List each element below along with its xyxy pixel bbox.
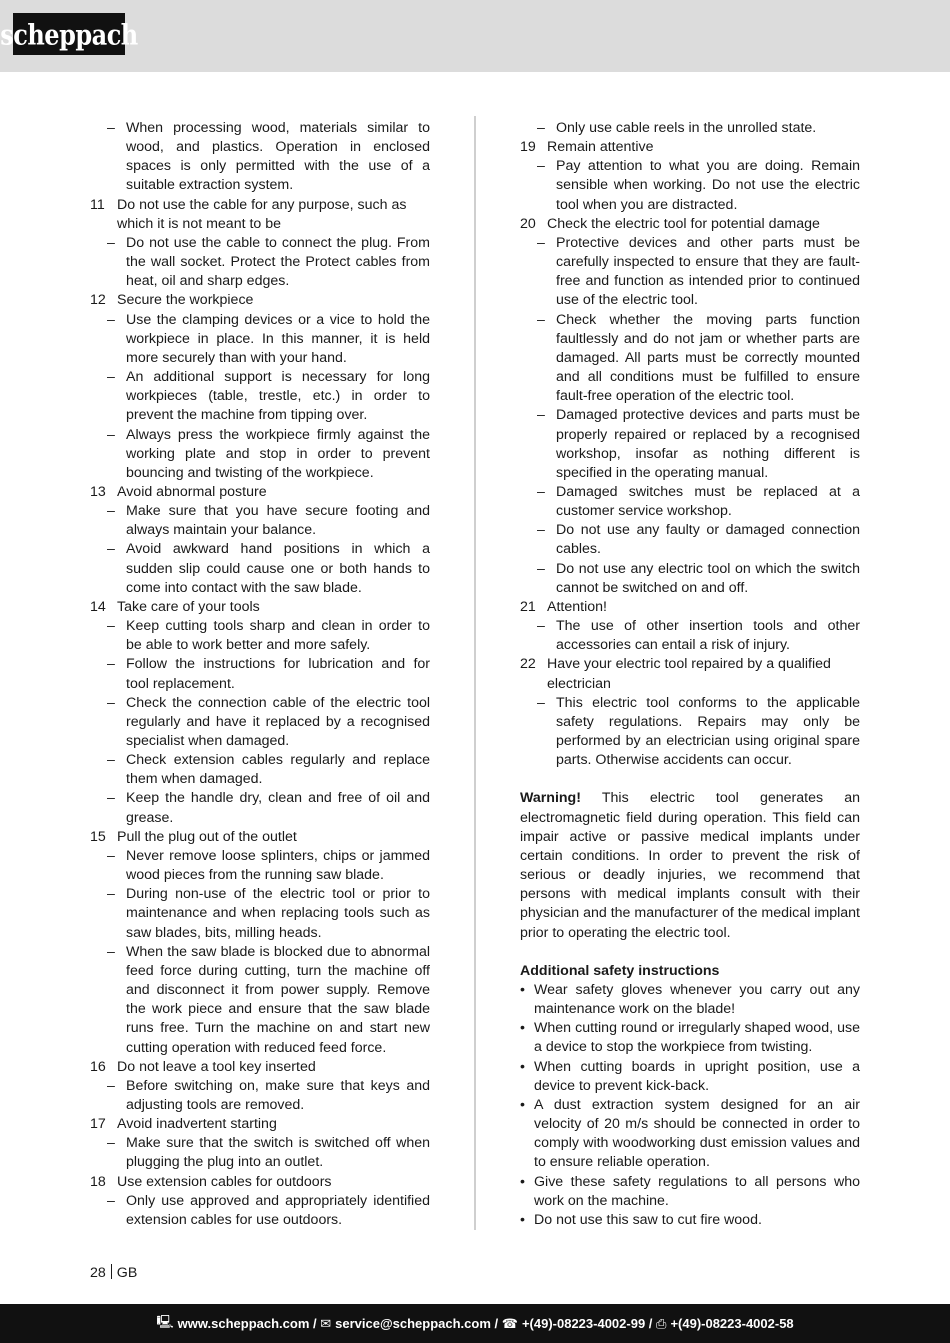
dash-marker: – (537, 120, 545, 136)
numbered-item (520, 598, 860, 617)
sub-item-text: Protective devices and other parts must be carefully inspected to ensure that they are fault-free and function as intended prior to continued use of the electric tool. (556, 234, 860, 309)
list-item (107, 502, 430, 540)
bullet-text: A dust extraction system designed for an air velocity of 20 m/s should be connected in order to comply with woodworking dust emission values and to ensure reliable operation. (534, 1096, 860, 1171)
page-number (90, 1264, 137, 1283)
bullet-text: When cutting round or irregularly shaped wood, use a device to stop the workpiece from twisting. (534, 1020, 860, 1056)
sub-item-text: Do not use any electric tool on which the switch cannot be switched on and off. (556, 560, 860, 596)
dash-marker: – (107, 752, 115, 769)
sub-item-text: Always press the workpiece firmly against the working plate and stop in order to prevent bouncing and twisting of the workpiece. (126, 426, 430, 481)
list-item (107, 426, 430, 483)
brand-logo: scheppach (13, 13, 125, 55)
sub-item-text: Follow the instructions for lubrication and for tool replacement. (126, 656, 430, 692)
numbered-item (520, 215, 860, 234)
sub-item-text: During non-use of the electric tool or prior to maintenance and when replacing tools such as saw blades, bits, milling heads. (126, 886, 430, 941)
dash-marker: – (537, 311, 545, 328)
item-number: 13 (90, 483, 106, 500)
sub-item-text: Only use cable reels in the unrolled state. (556, 120, 817, 136)
sub-item-text: This electric tool conforms to the applicable safety regulations. Repairs may only be performed by an electrician using original spare parts. Otherwise accidents can occur. (556, 694, 860, 769)
item-number: 20 (520, 215, 536, 232)
item-title: Take care of your tools (117, 598, 260, 615)
item-title: Do not leave a tool key inserted (117, 1058, 316, 1075)
numbered-item (90, 1115, 430, 1134)
column-divider (474, 116, 476, 1230)
dash-marker: – (107, 847, 115, 864)
list-item (537, 483, 860, 521)
bullet-text: Do not use this saw to cut fire wood. (534, 1211, 762, 1228)
list-item (107, 617, 430, 655)
list-item (107, 655, 430, 693)
list-item (107, 119, 430, 196)
item-title: Do not use the cable for any purpose, such as which it is not meant to be (117, 196, 407, 232)
list-item (537, 617, 860, 655)
dash-marker: – (537, 407, 545, 424)
list-item (107, 1077, 430, 1115)
mail-icon: ✉ (320, 1315, 332, 1331)
numbered-item (90, 196, 430, 234)
item-number: 11 (90, 196, 105, 213)
list-item (107, 368, 430, 425)
sub-item-text: Keep the handle dry, clean and free of oil and grease. (126, 790, 430, 826)
list-item (107, 885, 430, 942)
dash-marker: – (537, 158, 545, 175)
warning-label: Warning! (520, 790, 581, 807)
bullet-marker: • (520, 1096, 525, 1113)
fax-icon: ⎙ (656, 1315, 667, 1331)
item-title: Remain attentive (547, 139, 654, 156)
bullet-text: Wear safety gloves whenever you carry out any maintenance work on the blade! (534, 982, 860, 1018)
sub-item-text: Damaged protective devices and parts must be properly repaired or replaced by a recognised workshop, insofar as nothing different is specified in the operating manual. (556, 407, 860, 481)
bullet-text: When cutting boards in upright position, use a device to prevent kick-back. (534, 1058, 860, 1094)
sub-item-text: Never remove loose splinters, chips or jammed wood pieces from the running saw blade. (126, 847, 430, 884)
item-title: Use extension cables for outdoors (117, 1173, 332, 1190)
numbered-item (90, 1058, 430, 1077)
item-title: Secure the workpiece (117, 292, 254, 309)
dash-marker: – (107, 369, 115, 386)
dash-marker: – (107, 656, 115, 673)
sub-item-text: Use the clamping devices or a vice to hold the workpiece in place. In this manner, it is held more securely than with your hand. (126, 311, 430, 366)
warning-paragraph (520, 789, 860, 942)
dash-marker: – (107, 311, 115, 328)
email-link[interactable]: service@scheppach.com (335, 1316, 491, 1331)
item-title: Pull the plug out of the outlet (117, 828, 297, 845)
item-number: 18 (90, 1173, 106, 1190)
phone-number: +(49)-08223-4002-99 (521, 1316, 646, 1331)
bullet-marker: • (520, 1211, 525, 1228)
item-number: 16 (90, 1058, 106, 1075)
bullet-item (520, 1058, 860, 1096)
numbered-item (90, 598, 430, 617)
dash-marker: – (107, 1077, 115, 1094)
sub-item-text: Check extension cables regularly and replace them when damaged. (126, 752, 430, 788)
bullet-marker: • (520, 1173, 525, 1190)
bullet-item (520, 1096, 860, 1173)
dash-marker: – (107, 943, 115, 960)
dash-marker: – (537, 618, 545, 635)
list-item (537, 234, 860, 311)
item-title: Check the electric tool for potential damage (547, 215, 820, 232)
numbered-item (90, 1173, 430, 1192)
bullet-item (520, 1173, 860, 1211)
dash-marker: – (537, 483, 545, 500)
language-code: GB (116, 1265, 138, 1281)
item-number: 19 (520, 139, 536, 156)
warning-text: This electric tool generates an electromagnetic field during operation. This field can impair active or passive medical implants under certain conditions. In order to prevent the risk of serious or deadly injuries, we recommend that persons with medical implants consult with their physician and the manufacturer of the medical implant prior to operating the electric tool. (520, 790, 860, 941)
item-title: Avoid abnormal posture (117, 483, 267, 500)
list-item (537, 157, 860, 214)
sub-item-text: Check the connection cable of the electric tool regularly and have it replaced by a recognised specialist when damaged. (126, 694, 430, 749)
dash-marker: – (107, 694, 115, 711)
item-number: 15 (90, 828, 106, 845)
list-item (107, 847, 430, 885)
sub-item-text: Make sure that the switch is switched off when plugging the plug into an outlet. (126, 1135, 430, 1171)
website-link[interactable]: www.scheppach.com (177, 1316, 310, 1331)
list-item (537, 560, 860, 598)
list-item (537, 521, 860, 559)
sub-item-text: Do not use the cable to connect the plug. From the wall socket. Protect the Protect cables from heat, oil and sharp edges. (126, 234, 430, 290)
sub-item-text: An additional support is necessary for long workpieces (table, trestle, etc.) in order to prevent the machine from tipping over. (126, 369, 430, 424)
list-item (107, 311, 430, 368)
dash-marker: – (107, 790, 115, 807)
item-number: 21 (520, 598, 536, 615)
list-item (537, 406, 860, 483)
dash-marker: – (107, 1135, 115, 1152)
numbered-item (90, 828, 430, 847)
page-separator (111, 1264, 112, 1279)
bullet-text: Give these safety regulations to all persons who work on the machine. (534, 1173, 860, 1209)
left-column (90, 119, 430, 1230)
bullet-item (520, 981, 860, 1019)
sub-item-text: Do not use any faulty or damaged connection cables. (556, 522, 860, 558)
list-item (107, 234, 430, 291)
sub-item-text: Keep cutting tools sharp and clean in order to be able to work better and more safely. (126, 618, 430, 654)
list-item (107, 540, 430, 597)
item-title: Avoid inadvertent starting (117, 1116, 277, 1133)
item-number: 12 (90, 292, 106, 309)
dash-marker: – (107, 426, 115, 443)
computer-icon: 🖳 (156, 1313, 174, 1329)
dash-marker: – (537, 560, 545, 577)
list-item (107, 943, 430, 1058)
sub-item-text: When the saw blade is blocked due to abnormal feed force during cutting, turn the machine off and disconnect it from power supply. Remove the work piece and ensure that the saw blade runs free. Turn the machine on and start new cutting operation with reduced feed force. (126, 943, 430, 1056)
sub-item-text: Before switching on, make sure that keys and adjusting tools are removed. (126, 1077, 430, 1113)
sub-item-text: When processing wood, materials similar to wood, and plastics. Operation in enclosed spaces is only permitted with the use of a suitable extraction system. (126, 120, 430, 194)
dash-marker: – (107, 886, 115, 903)
dash-marker: – (107, 234, 115, 251)
list-item (537, 119, 860, 138)
bullet-item (520, 1019, 860, 1057)
numbered-item (520, 655, 860, 693)
sub-item-text: Avoid awkward hand positions in which a sudden slip could cause one or both hands to come into contact with the saw blade. (126, 541, 430, 596)
list-item (107, 789, 430, 827)
list-item (537, 694, 860, 771)
fax-number: +(49)-08223-4002-58 (670, 1316, 794, 1331)
page-footer: 🖳 www.scheppach.com / ✉ service@scheppach.com / ☎ +(49)-08223-4002-99 / ⎙ +(49)-08223-4002-58 (0, 1304, 950, 1343)
item-number: 22 (520, 656, 536, 673)
dash-marker: – (107, 120, 115, 136)
list-item (107, 694, 430, 751)
list-item (107, 1192, 430, 1230)
numbered-item (90, 291, 430, 310)
list-item (537, 311, 860, 407)
page-header (0, 0, 950, 72)
right-column (520, 119, 860, 1230)
item-title: Attention! (547, 598, 607, 615)
list-item (107, 751, 430, 789)
bullet-marker: • (520, 1058, 525, 1075)
bullet-marker: • (520, 1020, 525, 1037)
bullet-marker: • (520, 982, 525, 998)
item-number: 14 (90, 598, 106, 615)
item-title: Have your electric tool repaired by a qualified electrician (547, 656, 831, 692)
dash-marker: – (537, 234, 545, 251)
sub-item-text: The use of other insertion tools and other accessories can entail a risk of injury. (556, 618, 860, 654)
sub-item-text: Damaged switches must be replaced at a customer service workshop. (556, 483, 860, 520)
bullet-item (520, 1211, 860, 1230)
dash-marker: – (107, 503, 115, 520)
item-number: 17 (90, 1116, 106, 1133)
numbered-item (90, 483, 430, 502)
dash-marker: – (107, 1192, 115, 1209)
sub-item-text: Make sure that you have secure footing and always maintain your balance. (126, 503, 430, 539)
dash-marker: – (537, 522, 545, 539)
sub-item-text: Pay attention to what you are doing. Remain sensible when working. Do not use the electric tool when you are distracted. (556, 158, 860, 213)
dash-marker: – (537, 694, 545, 711)
numbered-item (520, 138, 860, 157)
page-number-value: 28 (90, 1265, 106, 1281)
section-heading: Additional safety instructions (520, 962, 720, 979)
phone-icon: ☎ (501, 1315, 518, 1331)
dash-marker: – (107, 618, 115, 635)
list-item (107, 1134, 430, 1172)
sub-item-text: Check whether the moving parts function faultlessly and do not jam or whether parts are damaged. All parts must be correctly mounted and all conditions must be fulfilled to ensure fault-free operation of the electric tool. (556, 311, 860, 405)
dash-marker: – (107, 541, 115, 558)
sub-item-text: Only use approved and appropriately identified extension cables for use outdoors. (126, 1192, 430, 1228)
